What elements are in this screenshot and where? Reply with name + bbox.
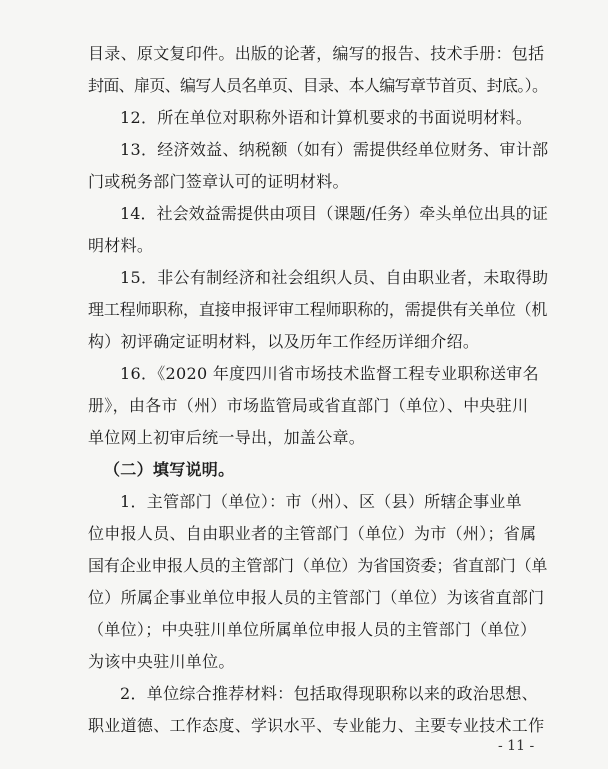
- text-line-16: 位申报人员、自由职业者的主管部门（单位）为市（州）；省属: [88, 524, 537, 543]
- text-line-20: 为该中央驻川单位。: [88, 652, 235, 671]
- text-line-10: 构）初评确定证明材料，以及历年工作经历详细介绍。: [88, 332, 480, 351]
- page-number: - 11 -: [498, 738, 535, 754]
- item-2: 2．单位综合推荐材料：包括取得现职称以来的政治思想、: [120, 684, 538, 703]
- text-line-19: （单位）；中央驻川单位所属单位申报人员的主管部门（单位）: [88, 620, 537, 639]
- text-line-18: 位）所属企事业单位申报人员的主管部门（单位）为该省直部门: [88, 588, 545, 607]
- text-line-13: 单位网上初审后统一导出，加盖公章。: [88, 428, 366, 447]
- item-14: 14．社会效益需提供由项目（课题/任务）牵头单位出具的证: [120, 204, 548, 223]
- text-line-12: 册》，由各市（州）市场监管局或省直部门（单位）、中央驻川: [88, 396, 529, 415]
- item-15: 15．非公有制经济和社会组织人员、自由职业者，未取得助: [120, 268, 549, 287]
- text-line-17: 国有企业申报人员的主管部门（单位）为省国资委；省直部门（单: [88, 556, 548, 575]
- item-1: 1．主管部门（单位）：市（州）、区（县）所辖企事业单: [120, 492, 522, 511]
- text-line-22: 职业道德、工作态度、学识水平、专业能力、主要专业技术工作: [88, 716, 545, 735]
- section-heading: （二）填写说明。: [104, 460, 235, 479]
- text-line-1: 目录、原文复印件。出版的论著，编写的报告、技术手册：包括: [88, 44, 545, 63]
- text-line-5: 门或税务部门签章认可的证明材料。: [88, 172, 349, 191]
- item-12: 12．所在单位对职称外语和计算机要求的书面说明材料。: [120, 108, 533, 127]
- text-line-2: 封面、扉页、编写人员名单页、目录、本人编写章节首页、封底。）。: [88, 76, 548, 95]
- item-13: 13．经济效益、纳税额（如有）需提供经单位财务、审计部: [120, 140, 549, 159]
- item-16: 16．《2020 年度四川省市场技术监督工程专业职称送审名: [120, 364, 539, 383]
- text-line-9: 理工程师职称，直接申报评审工程师职称的，需提供有关单位（机: [88, 300, 548, 319]
- text-line-7: 明材料。: [88, 236, 154, 255]
